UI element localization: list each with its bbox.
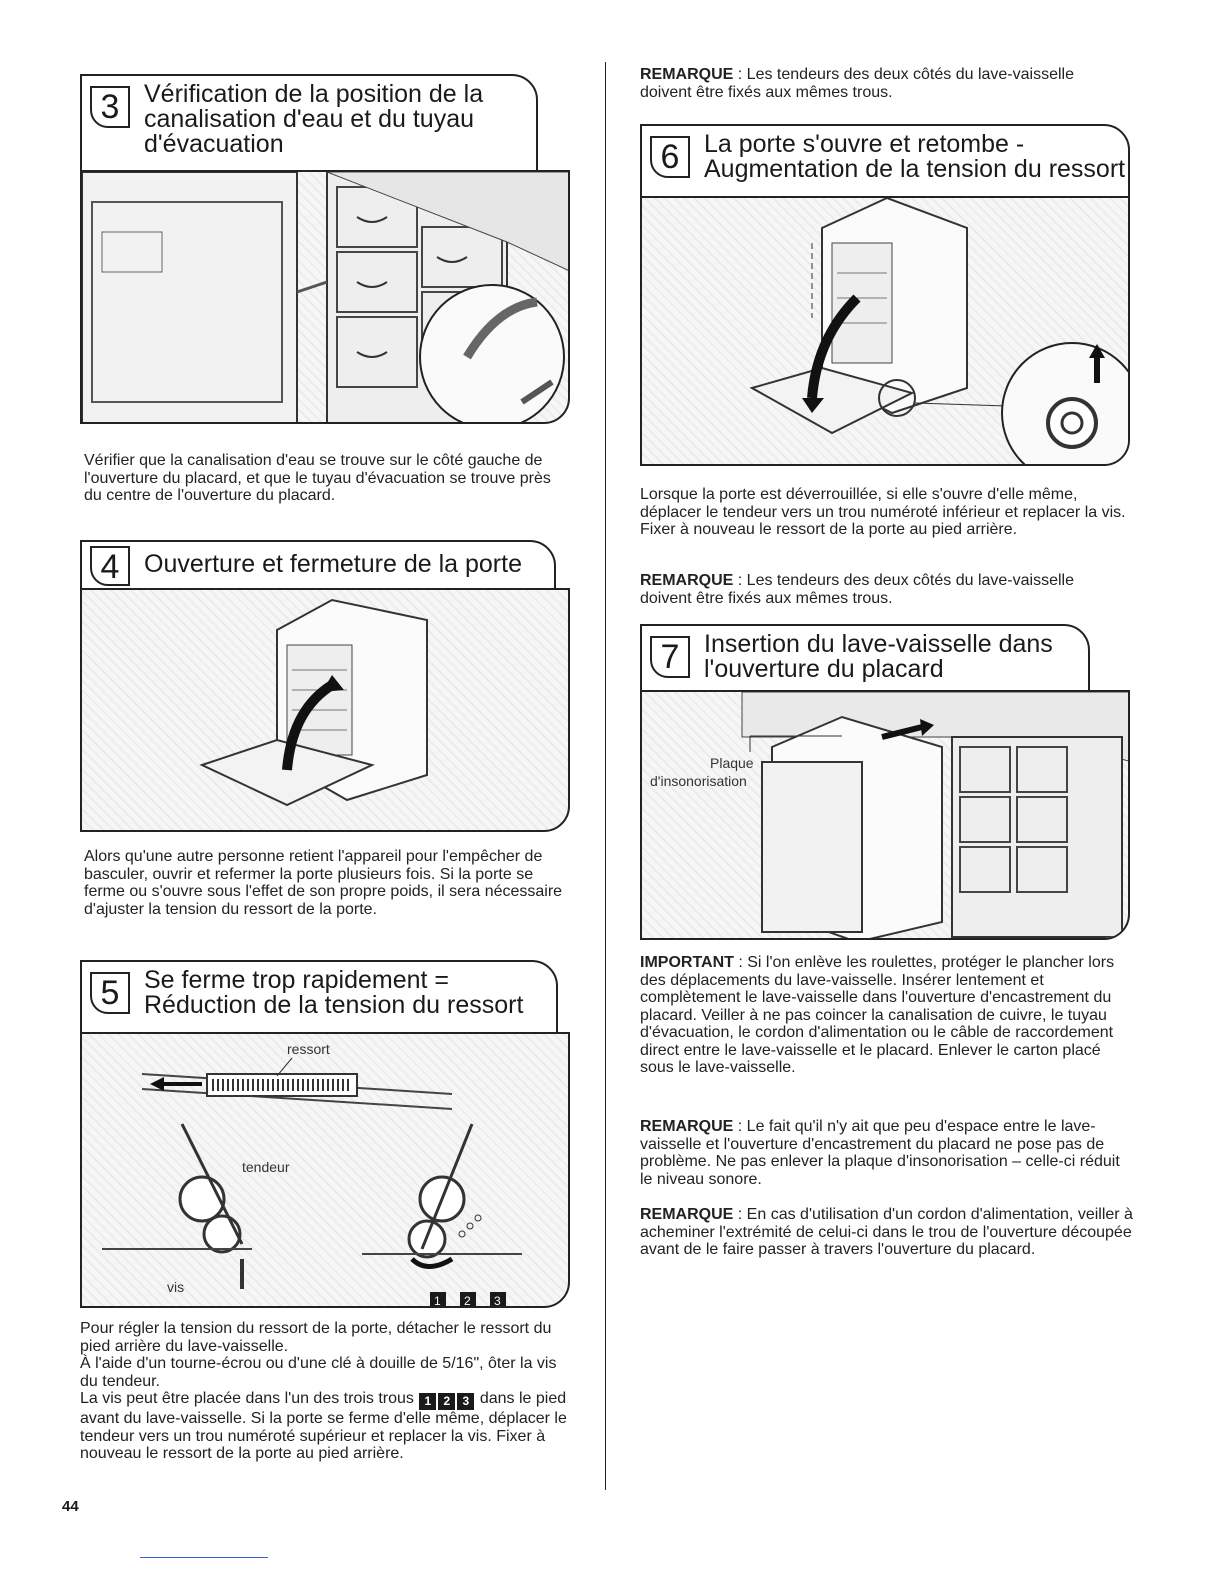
label-insonorisation: d'insonorisation (650, 773, 747, 789)
step-4-title (80, 540, 556, 590)
note-important-text: : Si l'on enlève les roulettes, protéger le plancher lors des déplacements du lave-vaisselle. Insérer lentement et complètement le lave-vaisselle dans l'ouverture d'encastrement du placard. Veiller à ne pas coincer la canalisation de cuivre, le tuyau d'évacuation, le cordon d'alimentation ou le câble de raccordement direct entre le lave-vaisselle et le placard. Enlever le carton placé sous le lave-vaisselle. (640, 954, 1115, 1076)
step-5-title-line-1: Se ferme trop rapidement = (144, 966, 450, 994)
step-6-title-line-2: Augmentation de la tension du ressort (704, 155, 1126, 183)
step-3-illustration (80, 170, 570, 424)
label-vis: vis (167, 1279, 185, 1295)
note-mid-label: REMARQUE (640, 572, 734, 589)
note-r2-label: REMARQUE (640, 1118, 734, 1135)
note-top-text: : Les tendeurs des deux côtés du lave-vaisselle doivent être fixés aux mêmes trous. (640, 66, 1074, 101)
step-5-title (80, 960, 558, 1034)
note-r3 (640, 1206, 1134, 1259)
label-ressort: ressort (287, 1041, 330, 1057)
step-5-text-3a: La vis peut être placée dans l'un des trois trous (80, 1390, 414, 1407)
note-top (640, 66, 1120, 101)
step-3-title-line-2: canalisation d'eau et du tuyau (144, 105, 475, 133)
footer-line (140, 1557, 268, 1558)
step-7-title-line-2: l'ouverture du placard (704, 655, 944, 683)
step-6-number: 6 (650, 136, 690, 178)
step-7-title (640, 624, 1090, 698)
label-plaque: Plaque (710, 755, 754, 771)
step-5-text-3b: dans le pied avant du lave-vaisselle. Si la porte se ferme d'elle même, déplacer le tendeur vers un trou numéroté supérieur et replacer la vis. Fixer à nouveau le ressort de la porte au pied arrière. (80, 1390, 567, 1462)
step-3-text: Vérifier que la canalisation d'eau se trouve sur le côté gauche de l'ouverture du placard, et que le tuyau d'évacuation se trouve près du centre de l'ouverture du placard. (84, 452, 551, 504)
step-5-title-line-2: Réduction de la tension du ressort (144, 991, 524, 1019)
step-4-number: 4 (90, 546, 130, 586)
page-number: 44 (62, 1498, 79, 1515)
note-important-label: IMPORTANT (640, 954, 734, 971)
badge-1: 1 (434, 1294, 441, 1308)
step-7-illustration (640, 690, 1130, 940)
note-r2-text: : Le fait qu'il n'y ait que peu d'espace entre le lave-vaisselle et l'ouverture d'encastrement du placard ne pose pas de problème. Ne pas enlever la plaque d'insonorisation – celle-ci réduit le niveau sonore. (640, 1118, 1120, 1188)
step-5-text-2: À l'aide d'un tourne-écrou ou d'une clé à douille de 5/16", ôter la vis du tendeur. (80, 1355, 557, 1390)
step-6-title (640, 124, 1130, 198)
step-5-text-3 (80, 1390, 572, 1463)
step-3-number: 3 (90, 86, 130, 128)
step-5-text (80, 1320, 572, 1463)
step-5-illustration (80, 1032, 570, 1308)
note-r3-label: REMARQUE (640, 1206, 734, 1223)
step-4-title-line-1: Ouverture et fermeture de la porte (144, 550, 522, 578)
step-7-number: 7 (650, 636, 690, 678)
note-mid (640, 572, 1120, 607)
label-tendeur: tendeur (242, 1159, 290, 1175)
badge-2: 2 (464, 1294, 471, 1308)
badge-3: 3 (494, 1294, 501, 1308)
note-mid-text: : Les tendeurs des deux côtés du lave-vaisselle doivent être fixés aux mêmes trous. (640, 572, 1074, 607)
column-divider (605, 62, 606, 1490)
step-5-text-1: Pour régler la tension du ressort de la porte, détacher le ressort du pied arrière du lave-vaisselle. (80, 1320, 552, 1355)
note-top-label: REMARQUE (640, 66, 734, 83)
step-6-text: Lorsque la porte est déverrouillée, si elle s'ouvre d'elle même, déplacer le tendeur vers un trou numéroté inférieur et replacer la vis. Fixer à nouveau le ressort de la porte au pied arrière. (640, 486, 1126, 538)
step-6-illustration (640, 196, 1130, 466)
inline-badge-3: 3 (457, 1393, 474, 1410)
step-3-title (80, 74, 538, 172)
inline-badge-1: 1 (419, 1393, 436, 1410)
inline-badge-2: 2 (438, 1393, 455, 1410)
note-important (640, 954, 1134, 1077)
step-3-title-line-1: Vérification de la position de la (144, 80, 484, 108)
step-3-title-line-3: d'évacuation (144, 130, 284, 158)
step-7-title-line-1: Insertion du lave-vaisselle dans (704, 630, 1053, 658)
step-4-text: Alors qu'une autre personne retient l'appareil pour l'empêcher de basculer, ouvrir et refermer la porte plusieurs fois. Si la porte se ferme ou s'ouvre sous l'effet de son propre poids, il sera nécessaire d'ajuster la tension du ressort de la porte. (84, 848, 563, 918)
note-r2 (640, 1118, 1134, 1188)
step-5-number: 5 (90, 972, 130, 1014)
step-4-illustration (80, 588, 570, 832)
note-r3-text: : En cas d'utilisation d'un cordon d'alimentation, veiller à acheminer l'extrémité de celui-ci dans le trou de l'ouverture découpée avant de le faire passer à travers l'ouverture du placard. (640, 1206, 1133, 1258)
step-6-title-line-1: La porte s'ouvre et retombe - (704, 130, 1025, 158)
